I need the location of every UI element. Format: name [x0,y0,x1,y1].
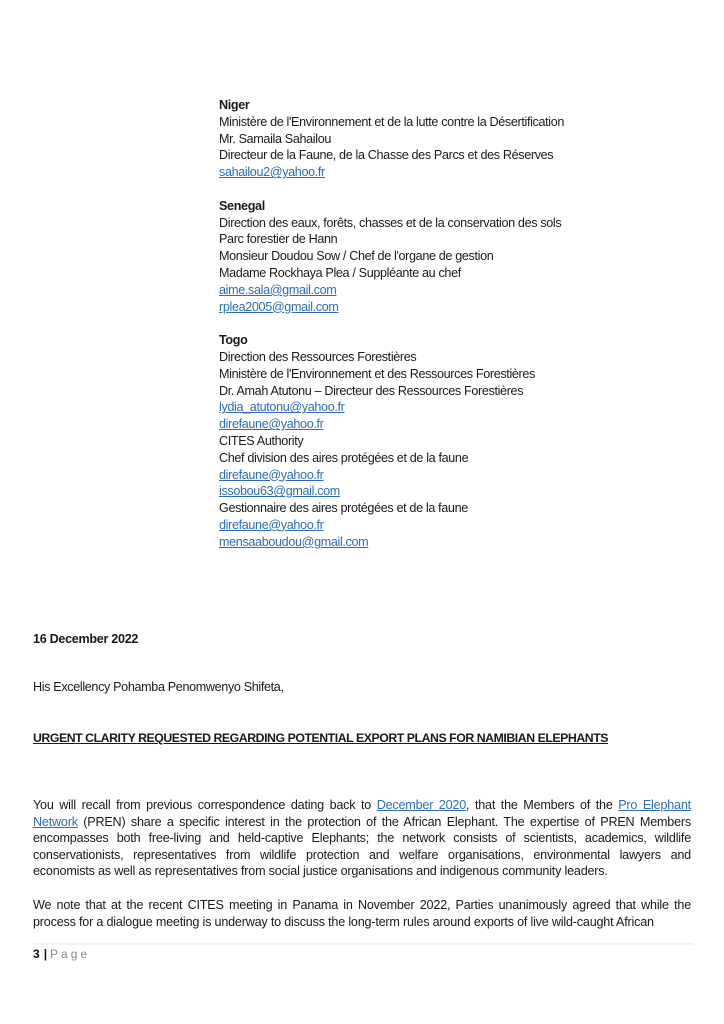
email-link[interactable]: aime.sala@gmail.com [219,282,337,297]
letter-salutation: His Excellency Pohamba Penomwenyo Shifeta, [33,680,284,694]
contact-block-senegal [219,198,659,316]
email-link[interactable]: sahailou2@yahoo.fr [219,165,325,180]
letter-date: 16 December 2022 [33,632,139,646]
paragraph-text: , that the Members of the [466,798,619,812]
december-2020-link[interactable]: December 2020 [376,798,467,812]
paragraph-2: We note that at the recent CITES meeting in Panama in November 2022, Parties unanimously agreed that while the process for a dialogue meeting is underway to discuss the long-term rules around exports of live wild-caught African [33,898,691,929]
pro-elephant-network-link[interactable]: Pro Elephant Network [33,798,691,829]
contact-line: Dr. Amah Atutonu – Directeur des Ressources Forestières [219,383,524,398]
contact-line: Direction des Ressources Forestières [219,349,417,364]
contact-line: Ministère de l'Environnement et des Ressources Forestières [219,366,535,381]
cites-authority-heading: CITES Authority [219,433,304,448]
contact-list [219,97,659,567]
page-number: 3 [33,947,40,961]
page-label: Page [50,947,91,961]
paragraph-text: (PREN) share a specific interest in the protection of the African Elephant. The expertise of PREN Members encompasses both free-living and held-captive Elephants; the network consists of scientists, academics, wildlife conservationists, representatives from wildlife protection and welfare organisations, environmental lawyers and economists as well as representatives from social justice organisations and indigenous community leaders. [33,814,691,879]
country-heading: Senegal [219,198,265,213]
email-link[interactable]: rplea2005@gmail.com [219,299,339,314]
page-separator: | [43,947,48,961]
contact-line: Ministère de l'Environnement et de la lutte contre la Désertification [219,114,565,129]
email-link[interactable]: lydia_atutonu@yahoo.fr [219,400,345,415]
contact-block-niger [219,97,659,181]
contact-line: Parc forestier de Hann [219,232,338,247]
contact-line: Directeur de la Faune, de la Chasse des Parcs et des Réserves [219,148,554,163]
contact-line: Madame Rockhaya Plea / Suppléante au chef [219,265,461,280]
country-heading: Togo [219,333,248,348]
contact-line: Mr. Samaila Sahailou [219,131,332,146]
email-link[interactable]: mensaaboudou@gmail.com [219,534,369,549]
contact-line: Gestionnaire des aires protégées et de la faune [219,501,468,516]
contact-line: Chef division des aires protégées et de la faune [219,450,469,465]
contact-block-togo [219,332,659,550]
letter-subject: URGENT CLARITY REQUESTED REGARDING POTENTIAL EXPORT PLANS FOR NAMIBIAN ELEPHANTS [33,731,609,745]
email-link[interactable]: direfaune@yahoo.fr [219,417,324,432]
email-link[interactable]: direfaune@yahoo.fr [219,517,324,532]
paragraph-1 [33,797,691,880]
page-footer [33,947,90,961]
contact-line: Direction des eaux, forêts, chasses et de la conservation des sols [219,215,562,230]
email-link[interactable]: issobou63@gmail.com [219,484,340,499]
country-heading: Niger [219,98,250,112]
email-link[interactable]: direfaune@yahoo.fr [219,467,324,482]
contact-line: Monsieur Doudou Sow / Chef de l'organe de gestion [219,249,494,264]
paragraph-text: You will recall from previous correspondence dating back to [33,798,377,812]
footer-divider [33,943,693,945]
